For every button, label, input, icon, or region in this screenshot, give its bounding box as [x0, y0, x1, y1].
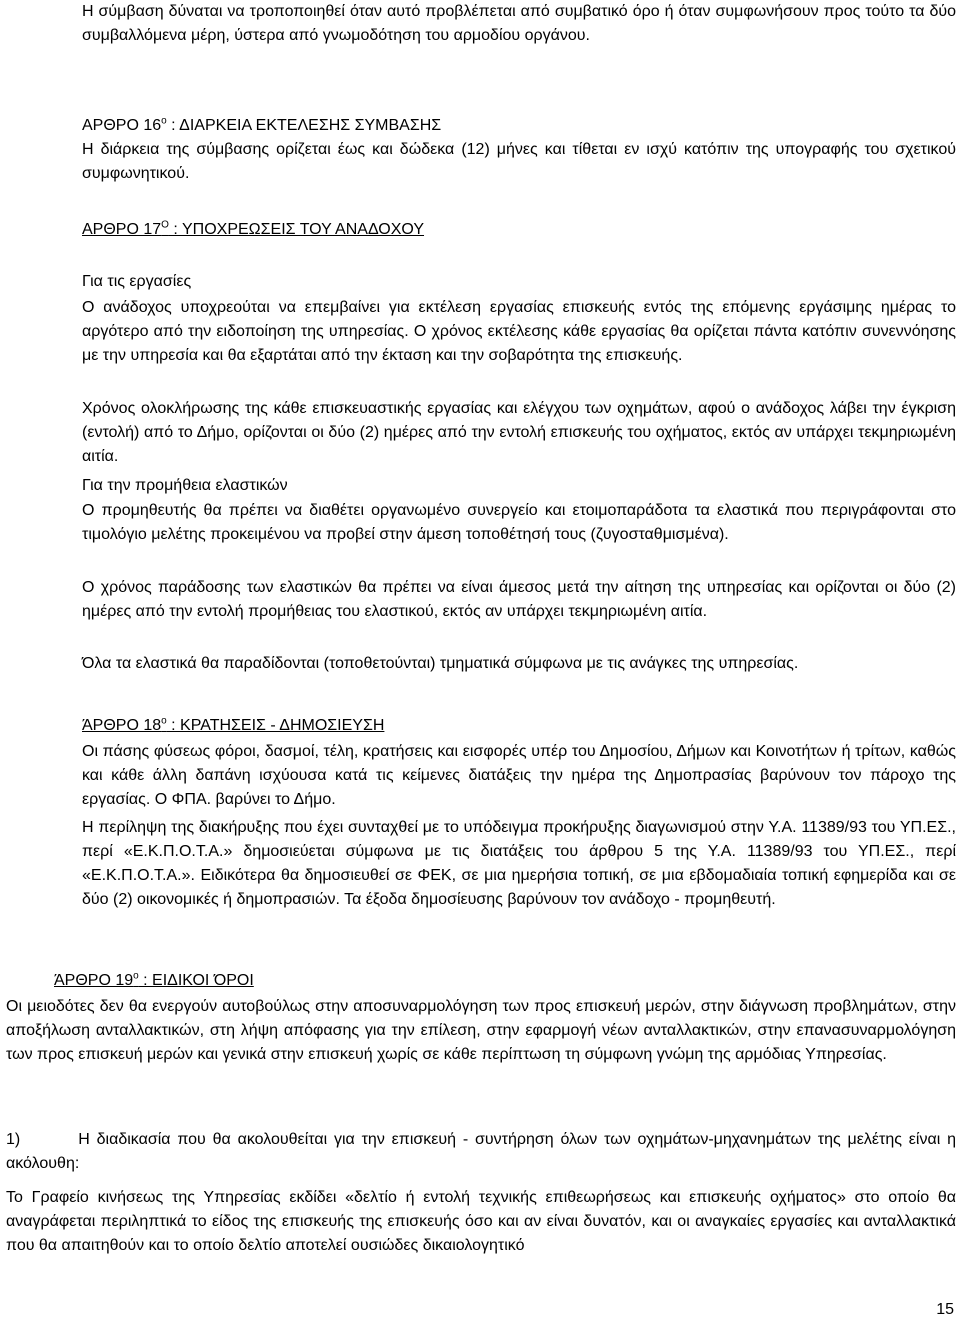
article-18-paragraph-2: Η περίληψη της διακήρυξης που έχει συνταχθεί με το υπόδειγμα προκήρυξης διαγωνισμού στην Υ.Α. 11389/93 του ΥΠ.ΕΣ., περί «Ε.Κ.Π.Ο.Τ.Α.» δημοσιεύεται σύμφωνα με τις διατάξεις του άρθρου 5 της Υ.Α. 11389/93 του ΥΠ.ΕΣ., περί «Ε.Κ.Π.Ο.Τ.Α.». Ειδικότερα θα δημοσιευθεί σε ΦΕΚ, σε μια ημερήσια τοπική, σε μια εβδομαδιαία τοπική εφημερίδα και σε δύο (2) οικονομικές ή δημοπρασιών. Τα έξοδα δημοσίευσης βαρύνουν τον ανάδοχο - προμηθευτή. — [82, 819, 956, 908]
list-item-number: 1) — [6, 1131, 21, 1148]
article-18-heading — [82, 714, 384, 738]
article-17-paragraph-3: Ο προμηθευτής θα πρέπει να διαθέτει οργανωμένο συνεργείο και ετοιμοπαράδοτα τα ελαστικά που περιγράφονται στο τιμολόγιο μελέτης προκειμένου να προβεί στην άμεση τοποθέτησή τους (ζυγοσταθμισμένα). — [82, 502, 956, 543]
article-17-heading — [82, 218, 424, 242]
article-17-paragraph-2: Χρόνος ολοκλήρωσης της κάθε επισκευαστικής εργασίας και ελέγχου των οχημάτων, αφού ο ανάδοχος λάβει την έγκριση (εντολή) από το Δήμο, ορίζονται οι δύο (2) ημέρες από την εντολή επισκευής του οχήματος, εκτός αν υπάρχει τεκμηριωμένη αιτία. — [82, 400, 956, 465]
article-16-number: ΑΡΘΡΟ 16 — [82, 117, 162, 134]
article-16-ordinal: ο — [161, 115, 167, 127]
article-17-subheading-works: Για τις εργασίες — [82, 273, 192, 290]
article-17-paragraph-1: Ο ανάδοχος υποχρεούται να επεμβαίνει για εκτέλεση εργασίας επισκευής εντός της επόμενης εργάσιμης ημέρας το αργότερο από την ειδοποίηση της υπηρεσίας. Ο χρόνος εκτέλεσης κάθε εργασίας θα ορίζεται πάντα κατόπιν συνεννόησης με την υπηρεσία και θα εξαρτάται από την έκταση και την σοβαρότητα της επισκευής. — [82, 299, 956, 364]
article-17-subheading-tyres: Για την προμήθεια ελαστικών — [82, 477, 288, 494]
intro-paragraph: Η σύμβαση δύναται να τροποποιηθεί όταν αυτό προβλέπεται από συμβατικό όρο ή όταν συμφωνήσουν προς τούτο τα δύο συμβαλλόμενα μέρη, ύστερα από γνωμοδότηση του αρμοδίου οργάνου. — [82, 3, 956, 44]
article-19-heading — [54, 969, 254, 993]
article-17-paragraph-5: Όλα τα ελαστικά θα παραδίδονται (τοποθετούνται) τμηματικά σύμφωνα με τις ανάγκες της υπηρεσίας. — [82, 655, 799, 672]
article-19-list-item-1 — [6, 1128, 956, 1176]
list-item-text: Η διαδικασία που θα ακολουθείται για την επισκευή - συντήρηση όλων των οχημάτων-μηχανημάτων της μελέτης είναι η ακόλουθη: — [6, 1131, 956, 1172]
page-number: 15 — [936, 1301, 954, 1318]
article-19-ordinal: ο — [133, 970, 139, 982]
article-16-heading — [82, 114, 441, 138]
article-17-paragraph-4: Ο χρόνος παράδοσης των ελαστικών θα πρέπει να είναι άμεσος μετά την αίτηση της υπηρεσίας και ορίζονται οι δύο (2) ημέρες από την εντολή προμήθειας του ελαστικού, εκτός αν υπάρχει τεκμηριωμένη αιτία. — [82, 579, 956, 620]
article-17-number: ΑΡΘΡΟ 17 — [82, 221, 162, 238]
article-16-title: : ΔΙΑΡΚΕΙΑ ΕΚΤΕΛΕΣΗΣ ΣΥΜΒΑΣΗΣ — [166, 117, 442, 134]
article-16-body: Η διάρκεια της σύμβασης ορίζεται έως και δώδεκα (12) μήνες και τίθεται εν ισχύ κατόπιν της υπογραφής του σχετικού συμφωνητικού. — [82, 141, 956, 182]
article-19-paragraph-1: Οι μειοδότες δεν θα ενεργούν αυτοβούλως στην αποσυναρμολόγηση των προς επισκευή μερών, στην διάγνωση προβλημάτων, στην αποξήλωση ανταλλακτικών, στη λήψη απόφασης για την επίλεση, στην εφαρμογή νέων ανταλλακτικών, στην επανασυναρμολόγηση των προς επισκευή μερών και γενικά στην επισκευή χωρίς σε κάθε περίπτωση τη σύμφωνη γνώμη της αρμόδιας Υπηρεσίας. — [6, 998, 956, 1063]
article-17-ordinal: Ο — [161, 219, 169, 231]
article-19-paragraph-2: Το Γραφείο κινήσεως της Υπηρεσίας εκδίδει «δελτίο ή εντολή τεχνικής επιθεωρήσεως και επισκευής οχήματος» στο οποίο θα αναγράφεται περιληπτικά το είδος της επισκευής της επισκευής όσο και αν είναι δυνατόν, και οι αναγκαίες εργασίες και ανταλλακτικά που θα απαιτηθούν και το οποίο δελτίο αποτελεί ουσιώδες δικαιολογητικό — [6, 1189, 956, 1254]
article-18-ordinal: ο — [161, 715, 167, 727]
article-18-paragraph-1: Οι πάσης φύσεως φόροι, δασμοί, τέλη, κρατήσεις και εισφορές υπέρ του Δημοσίου, Δήμων και Κοινοτήτων ή τρίτων, καθώς και κάθε άλλη δαπάνη ισχύουσα κατά τις κείμενες διατάξεις την ημέρα της Δημοπρασίας βαρύνουν τον πάροχο της εργασίας. Ο ΦΠΑ. βαρύνει το Δήμο. — [82, 743, 956, 808]
article-18-number: ΆΡΘΡΟ 18 — [82, 717, 162, 734]
article-19-number: ΆΡΘΡΟ 19 — [54, 972, 134, 989]
article-17-title: : ΥΠΟΧΡΕΩΣΕΙΣ ΤΟΥ ΑΝΑΔΟΧΟΥ — [168, 221, 425, 238]
article-18-title: : ΚΡΑΤΗΣΕΙΣ - ΔΗΜΟΣΙΕΥΣΗ — [166, 717, 385, 734]
article-19-title: : ΕΙΔΙΚΟΙ ΌΡΟΙ — [138, 972, 254, 989]
